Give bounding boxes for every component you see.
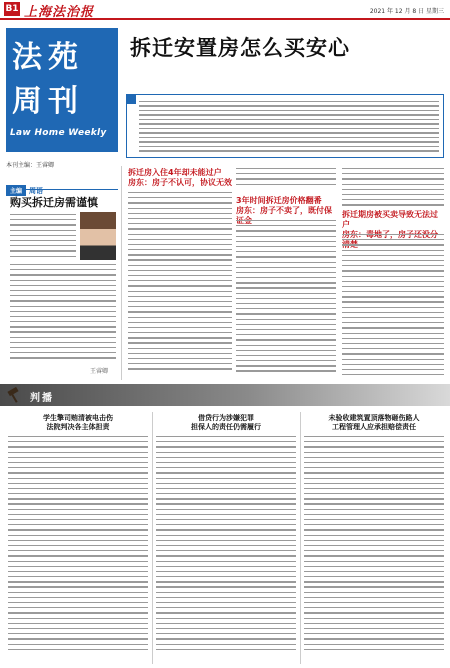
case-3-text [304, 436, 444, 654]
date-line: 2021 年 12 月 8 日 星期三 [369, 8, 444, 15]
case-2-text [156, 436, 296, 654]
page-label: B1 [5, 4, 19, 14]
case-1-text [8, 436, 148, 654]
article-3-title: 拆迁期房被买卖导致无法过户 [342, 210, 438, 229]
brand-english: Law Home Weekly [10, 128, 107, 138]
column-tag [6, 178, 118, 195]
lead-text [139, 101, 439, 155]
page-headline: 拆迁安置房怎么买安心 [130, 35, 350, 60]
column-tag-suffix: 周语 [29, 187, 44, 195]
paper-name: 上海法治报 [24, 5, 95, 20]
column-tag-label: 主编 [6, 185, 26, 196]
case-divider-2 [300, 412, 301, 664]
article-2-intro [236, 168, 336, 189]
masthead [0, 0, 450, 20]
case-2-title: 借贷行为涉嫌犯罪 担保人的责任仍需履行 [191, 414, 261, 431]
editor-credit: 本刊主编：王睿卿 [6, 162, 55, 169]
section-brand [6, 28, 118, 152]
fold-corner [126, 94, 136, 104]
column-text-top [10, 214, 76, 261]
brand-line1: 法苑 [12, 40, 84, 75]
column-author: 王睿卿 [90, 368, 109, 375]
case-3-title: 未验收建筑置顶落物砸伤路人 工程管理人应承担赔偿责任 [328, 414, 420, 431]
brand-line2: 周刊 [12, 84, 84, 119]
case-divider-1 [152, 412, 153, 664]
lead-box [126, 94, 444, 158]
article-3-intro [342, 168, 444, 210]
cases-banner [0, 384, 450, 406]
article-1-title: 拆迁房入住4年却未能过户 房东：房子不认可，协议无效 [128, 168, 232, 187]
author-photo [80, 212, 116, 260]
column-title: 购买拆迁房需谨慎 [10, 196, 98, 209]
column-divider [121, 166, 122, 380]
article-1-text [128, 192, 232, 374]
article-2-title: 3年时间拆迁房价格翻番 房东：房子不卖了，既付保 [236, 196, 332, 215]
column-text-bottom [10, 264, 116, 363]
gavel-icon [6, 387, 24, 403]
article-3-text [342, 234, 444, 379]
article-2-text [236, 220, 336, 376]
cases-banner-label: 判播 [30, 393, 54, 404]
case-1-title: 学生擎司贿清被电击伤 法院判决各主体担责 [43, 414, 113, 431]
